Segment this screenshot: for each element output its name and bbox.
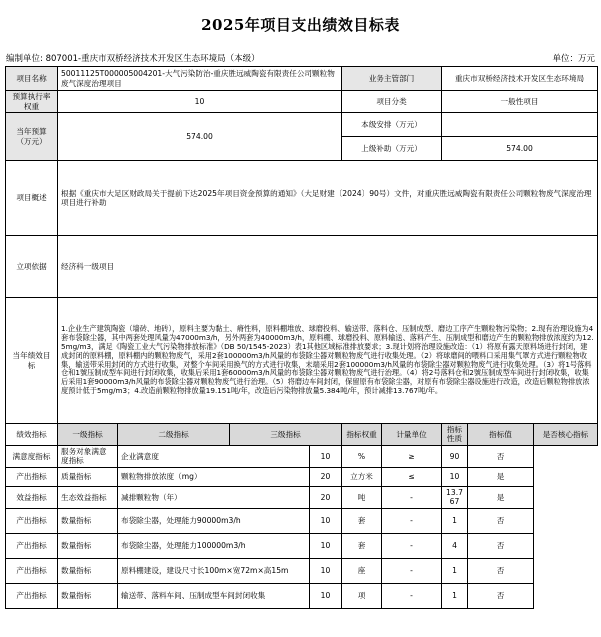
indicator-value: 4 xyxy=(442,533,468,558)
indicator-row xyxy=(6,445,598,467)
indicator-unit: 项 xyxy=(342,583,382,608)
overview-value: 根据《重庆市大足区财政局关于提前下达2025年项目资金预算的通知》（大足财建〔2024〕90号）文件，对重庆胜远威陶瓷有限责任公司颗粒物废气深度治理项目进行补助 xyxy=(58,161,598,236)
indicator-core: 是 xyxy=(468,467,534,486)
indicator-l1: 产出指标 xyxy=(6,558,58,583)
indicator-row xyxy=(6,486,598,508)
col-unit: 计量单位 xyxy=(382,424,442,446)
indicator-l2: 服务对象满意度指标 xyxy=(58,445,118,467)
basis-value: 经济科一级项目 xyxy=(58,236,598,298)
col-core: 是否核心指标 xyxy=(534,424,598,446)
row-goal xyxy=(6,298,598,424)
indicator-l1: 产出指标 xyxy=(6,508,58,533)
col-l2: 二级指标 xyxy=(118,424,230,446)
dept-value: 重庆市双桥经济技术开发区生态环境局 xyxy=(442,67,598,91)
budget-label: 当年预算（万元） xyxy=(6,113,58,161)
indicator-core: 否 xyxy=(468,558,534,583)
indicator-weight: 10 xyxy=(310,558,342,583)
row-exec-weight xyxy=(6,91,598,113)
project-name-value: 50011125T000005004201-大气污染防治-重庆胜远威陶瓷有限责任公司颗粒物废气深度治理项目 xyxy=(58,67,342,91)
col-l3: 三级指标 xyxy=(230,424,342,446)
indicator-l3: 布袋除尘器，处理能力90000m3/h xyxy=(118,508,310,533)
indicator-unit: 座 xyxy=(342,558,382,583)
row-project-name xyxy=(6,67,598,91)
indicator-row xyxy=(6,583,598,608)
row-basis xyxy=(6,236,598,298)
indicator-value: 1 xyxy=(442,558,468,583)
indicator-nature: - xyxy=(382,533,442,558)
money-unit: 单位：万元 xyxy=(552,54,595,64)
indicator-l1: 产出指标 xyxy=(6,533,58,558)
budget-value: 574.00 xyxy=(58,113,342,161)
indicator-nature: - xyxy=(382,486,442,508)
category-label: 项目分类 xyxy=(342,91,442,113)
indicator-header-row xyxy=(6,424,598,446)
basis-label: 立项依据 xyxy=(6,236,58,298)
indicator-section-label: 绩效指标 xyxy=(6,424,58,446)
indicator-value: 10 xyxy=(442,467,468,486)
indicator-core: 否 xyxy=(468,445,534,467)
category-value: 一般性项目 xyxy=(442,91,598,113)
local-value xyxy=(442,113,598,137)
indicator-row xyxy=(6,533,598,558)
indicator-weight: 10 xyxy=(310,508,342,533)
indicator-weight: 10 xyxy=(310,445,342,467)
unit-info xyxy=(6,52,260,64)
indicator-l1: 产出指标 xyxy=(6,467,58,486)
indicator-core: 否 xyxy=(468,583,534,608)
indicator-l1: 产出指标 xyxy=(6,583,58,608)
indicator-value: 1 xyxy=(442,583,468,608)
indicator-row xyxy=(6,558,598,583)
indicator-weight: 10 xyxy=(310,533,342,558)
indicator-l3: 布袋除尘器，处理能力100000m3/h xyxy=(118,533,310,558)
col-l1: 一级指标 xyxy=(58,424,118,446)
indicator-l1: 满意度指标 xyxy=(6,445,58,467)
indicator-l3: 减排颗粒物（年） xyxy=(118,486,310,508)
col-value: 指标值 xyxy=(468,424,534,446)
indicator-nature: - xyxy=(382,583,442,608)
header-row xyxy=(0,52,601,66)
indicator-unit: 套 xyxy=(342,533,382,558)
indicator-unit: 吨 xyxy=(342,486,382,508)
indicator-nature: - xyxy=(382,558,442,583)
project-name-label: 项目名称 xyxy=(6,67,58,91)
indicator-unit: % xyxy=(342,445,382,467)
indicator-l3: 企业满意度 xyxy=(118,445,310,467)
overview-label: 项目概述 xyxy=(6,161,58,236)
indicator-l3: 原料棚建设，建设尺寸长100m×宽72m×高15m xyxy=(118,558,310,583)
unit-label: 编制单位: xyxy=(6,54,43,64)
indicator-l3: 颗粒物排放浓度（mg） xyxy=(118,467,310,486)
indicator-l2: 质量指标 xyxy=(58,467,118,486)
indicator-core: 是 xyxy=(468,486,534,508)
col-weight: 指标权重 xyxy=(342,424,382,446)
row-budget xyxy=(6,113,598,137)
indicator-l2: 数量指标 xyxy=(58,508,118,533)
col-nature: 指标性质 xyxy=(442,424,468,446)
goal-label: 当年绩效目标 xyxy=(6,298,58,424)
indicator-nature: - xyxy=(382,508,442,533)
indicator-core: 否 xyxy=(468,508,534,533)
exec-weight-label: 预算执行率权重 xyxy=(6,91,58,113)
indicator-value: 13.767 xyxy=(442,486,468,508)
indicator-row xyxy=(6,467,598,486)
superior-value: 574.00 xyxy=(442,137,598,161)
goal-value: 1.企业生产建筑陶瓷（墙砖、地砖），原料主要为黏土、瘠性料，原料棚堆放、球磨投料、输送带、落料仓、压制成型、磨边工序产生颗粒物污染物；2.现有治理设施为4套布袋除尘器，其中两套处理风量为47000m3/h，另外两套为40000m3/h，原料棚、球磨投料、原料输送、落料产生、压制成型和磨边产生的颗粒物排放浓度约为12.5mg/m3，满足《陶瓷工业大气污染物排放标准》（DB 50/1545-2023）表1其他区域标准排放要求；3.现计划将治理设施改造：（1）将原有露天原料场进行封闭，建成封闭的原料棚，原料棚内的颗粒物废气，采用2套100000m3/h风量的布袋除尘器对颗粒物废气进行收集处理。（2）将球磨间的喂料口采用集气罩方式进行颗粒物收集，输送带采用封闭的方式进行收集，对整个车间采用换气的方式进行收集，末端采用2套100000m3/h风量的布袋除尘器对颗粒物废气进行收集处理。（3）将1号落料仓和1號压制成型车间进行封闭收集，收集后采用1套60000m3/h风量的布袋除尘器对颗粒物废气进行治理。（4）将2号落料仓和2號压制成型车间进行封闭收集，收集后采用1套90000m3/h风量的布袋除尘器对颗粒物废气进行治理。（5）将磨边车间封闭，保留原有布袋除尘器，对原有布袋除尘器设施进行改造，改造后颗粒物排放浓度预计低于5mg/m3；4.改造前颗粒物排放量19.151吨/年，改造后污染物排放量5.384吨/年，预计减排13.767吨/年。 xyxy=(58,298,598,424)
indicator-unit: 套 xyxy=(342,508,382,533)
unit-value: 807001-重庆市双桥经济技术开发区生态环境局（本级） xyxy=(45,54,260,64)
indicator-nature: ≤ xyxy=(382,467,442,486)
indicator-l3: 输送带、落料车间、压制成型车间封闭收集 xyxy=(118,583,310,608)
indicator-weight: 10 xyxy=(310,583,342,608)
indicator-l1: 效益指标 xyxy=(6,486,58,508)
indicator-unit: 立方米 xyxy=(342,467,382,486)
indicator-weight: 20 xyxy=(310,467,342,486)
indicator-value: 1 xyxy=(442,508,468,533)
indicator-l2: 数量指标 xyxy=(58,583,118,608)
dept-label: 业务主管部门 xyxy=(342,67,442,91)
indicator-row xyxy=(6,508,598,533)
goal-table xyxy=(5,66,598,609)
row-overview xyxy=(6,161,598,236)
indicator-value: 90 xyxy=(442,445,468,467)
superior-label: 上级补助（万元） xyxy=(342,137,442,161)
indicator-l2: 数量指标 xyxy=(58,558,118,583)
page-title: 2025年项目支出绩效目标表 xyxy=(201,16,400,34)
indicator-l2: 数量指标 xyxy=(58,533,118,558)
local-label: 本级安排（万元） xyxy=(342,113,442,137)
indicator-nature: ≥ xyxy=(382,445,442,467)
indicator-l2: 生态效益指标 xyxy=(58,486,118,508)
indicator-weight: 20 xyxy=(310,486,342,508)
exec-weight-value: 10 xyxy=(58,91,342,113)
indicator-core: 否 xyxy=(468,533,534,558)
